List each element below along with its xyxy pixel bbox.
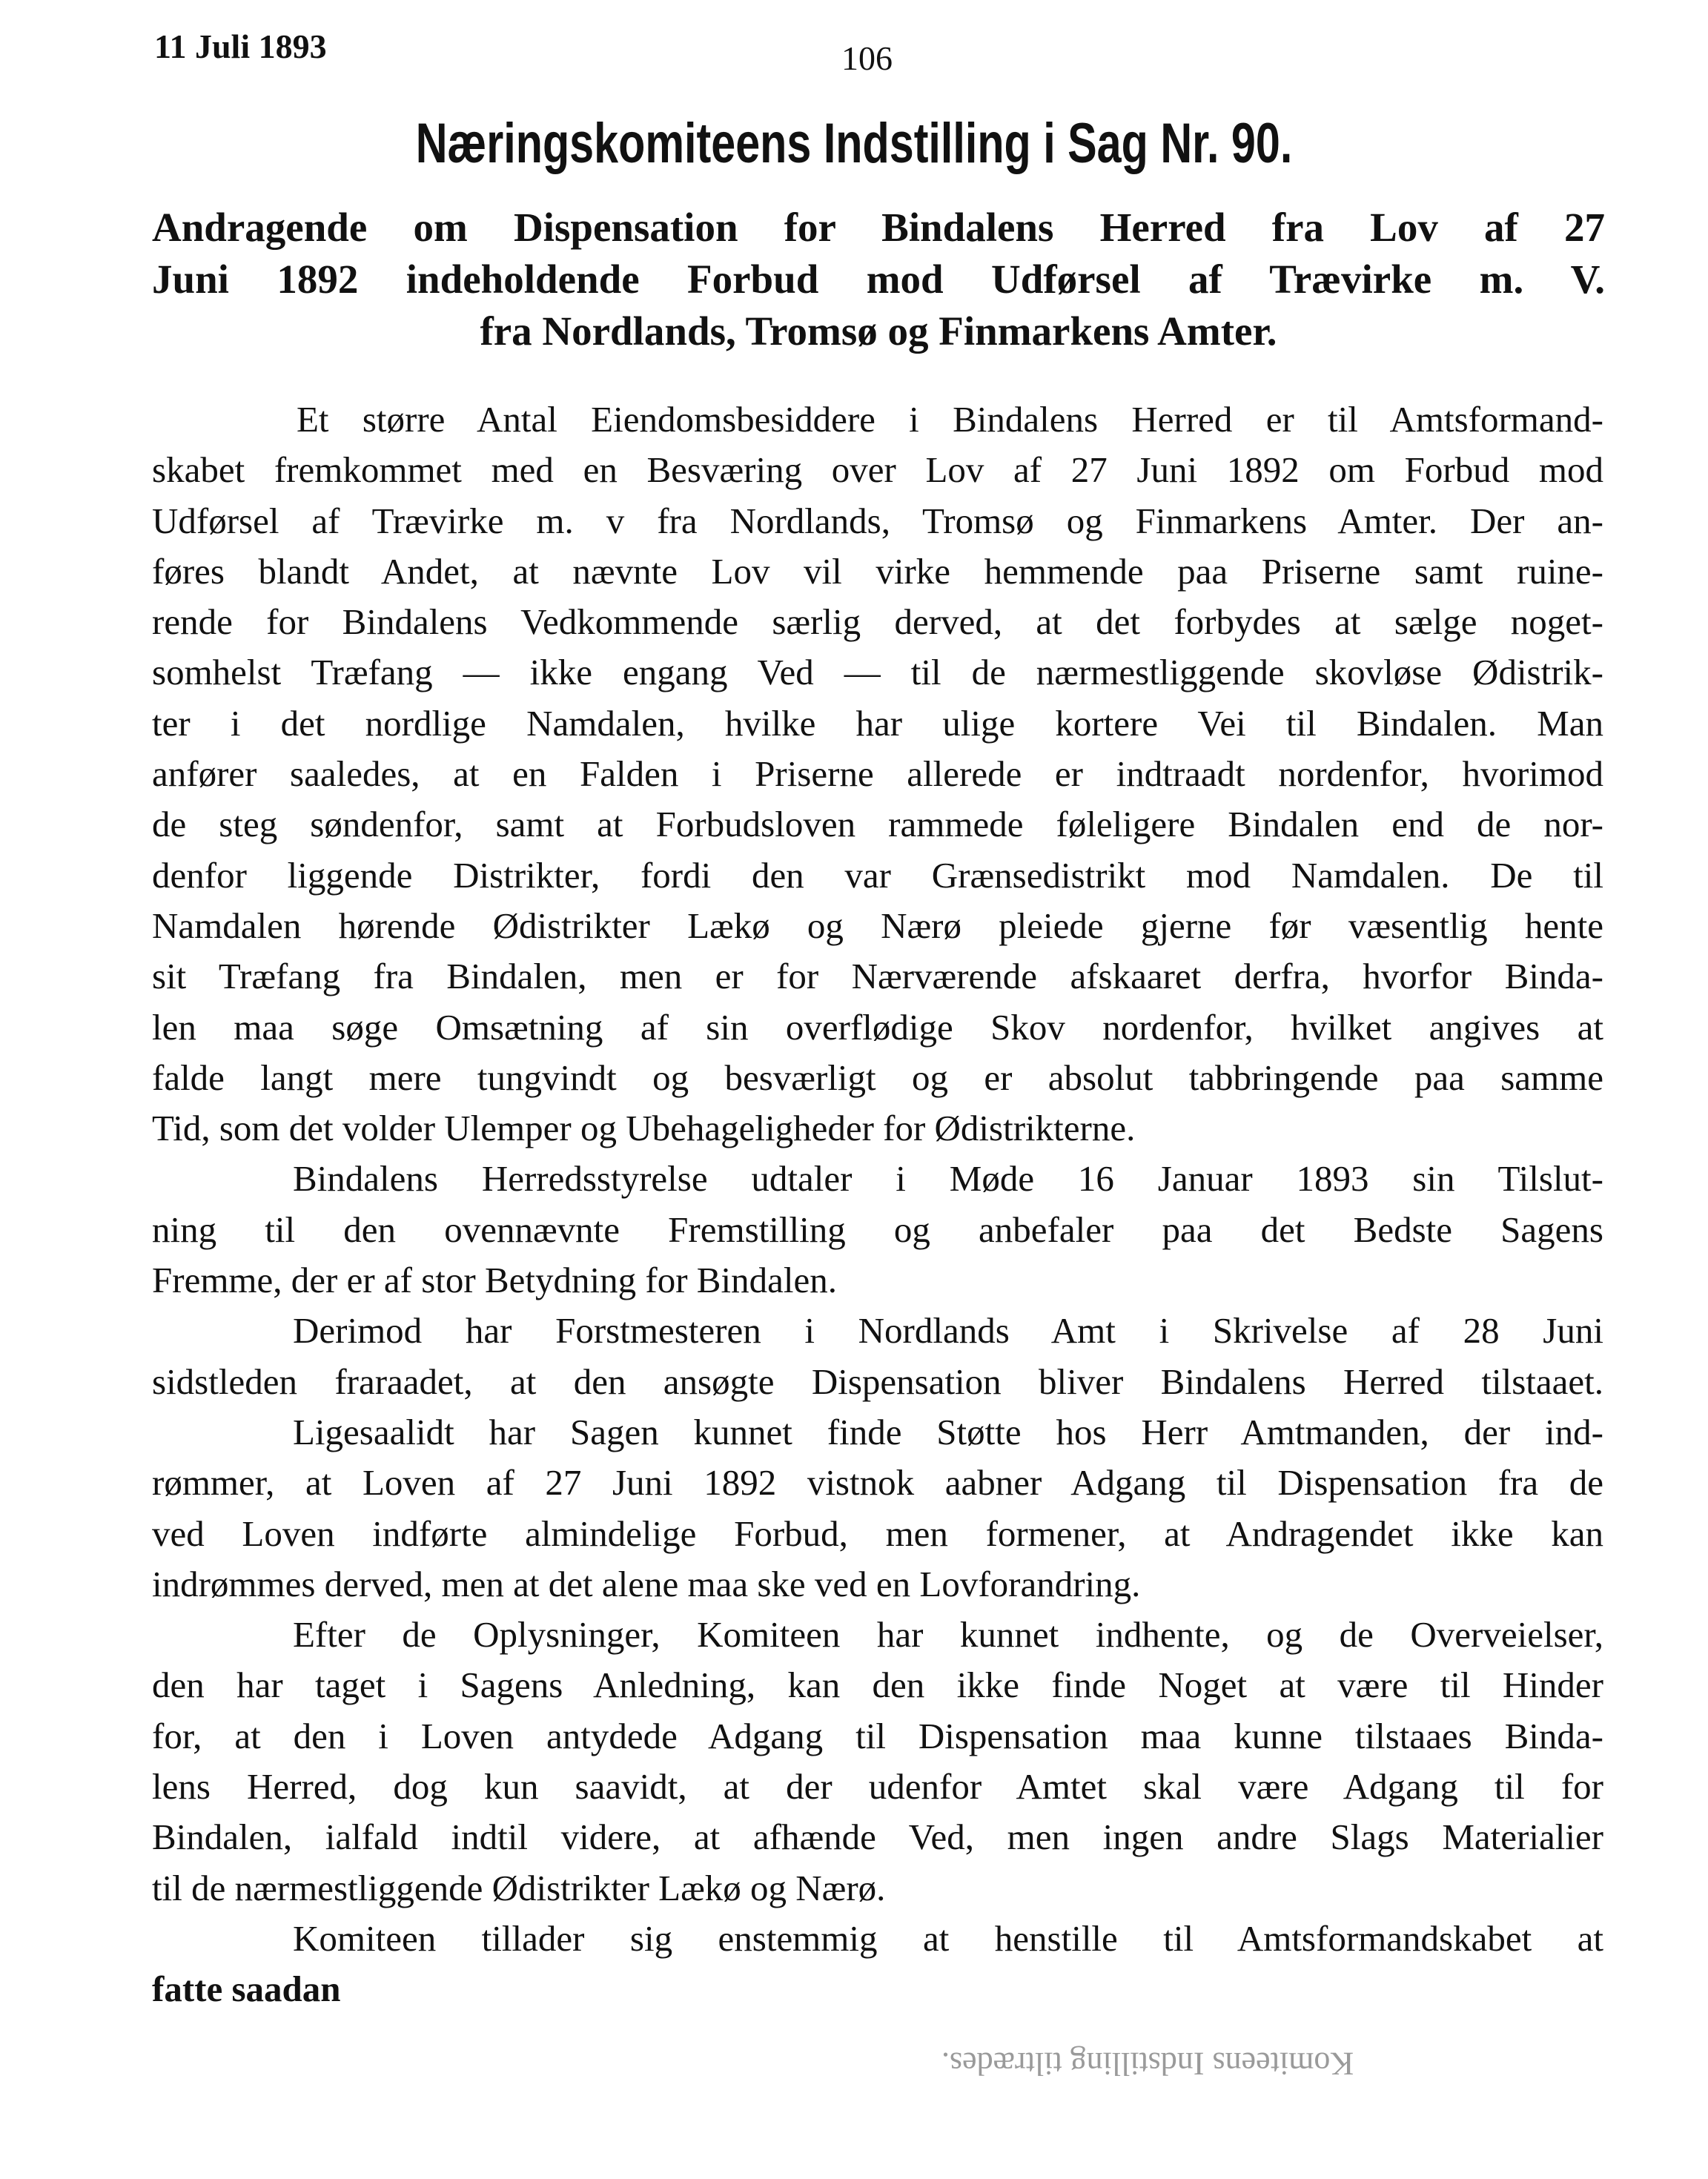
text-line: til de nærmestliggende Ødistrikter Lækø og Nærø. <box>152 1867 886 1908</box>
text-line: Udførsel af Trævirke m. v fra Nordlands, Tromsø og Finmarkens Amter. Der an- <box>152 500 1603 541</box>
text-line: sidstleden fraraadet, at den ansøgte Dispensation bliver Bindalens Herred tilstaaet. <box>152 1360 1603 1402</box>
text-line: fatte saadan <box>152 1968 341 2010</box>
text-line: Namdalen hørende Ødistrikter Lækø og Nærø pleiede gjerne før væsentlig hente <box>152 905 1603 946</box>
text-line: føres blandt Andet, at nævnte Lov vil virke hemmende paa Priserne samt ruine- <box>152 550 1603 592</box>
text-line: Et større Antal Eiendomsbesiddere i Bindalens Herred er til Amtsformand- <box>297 399 1603 440</box>
text-line: Komiteen tillader sig enstemmig at henstille til Amtsformandskabet at <box>293 1917 1603 1959</box>
text-line: denfor liggende Distrikter, fordi den var Grænsedistrikt mod Namdalen. De til <box>152 854 1603 896</box>
text-line: rende for Bindalens Vedkommende særlig derved, at det forbydes at sælge noget- <box>152 601 1603 643</box>
text-line: lens Herred, dog kun saavidt, at der udenfor Amtet skal være Adgang til for <box>152 1766 1603 1808</box>
text-line: den har taget i Sagens Anledning, kan den ikke finde Noget at være til Hinder <box>152 1664 1603 1706</box>
text-line: len maa søge Omsætning af sin overflødige Skov nordenfor, hvilket angives at <box>152 1006 1603 1048</box>
text-line: skabet fremkommet med en Besværing over Lov af 27 Juni 1892 om Forbud mod <box>152 449 1603 491</box>
text-line: Bindalens Herredsstyrelse udtaler i Møde 16 Januar 1893 sin Tilslut- <box>293 1158 1603 1200</box>
subtitle-line: Juni 1892 indeholdende Forbud mod Udførsel af Trævirke m. V. <box>152 257 1605 302</box>
text-line: Bindalen, ialfald indtil videre, at afhænde Ved, men ingen andre Slags Materialier <box>152 1816 1603 1858</box>
text-line: anfører saaledes, at en Falden i Priserne allerede er indtraadt nordenfor, hvorimod <box>152 753 1603 795</box>
text-line: for, at den i Loven antydede Adgang til Dispensation maa kunne tilstaaes Binda- <box>152 1715 1603 1756</box>
text-line: rømmer, at Loven af 27 Juni 1892 vistnok aabner Adgang til Dispensation fra de <box>152 1462 1603 1504</box>
text-line: sit Træfang fra Bindalen, men er for Nærværende afskaaret derfra, hvorfor Binda- <box>152 956 1603 997</box>
text-line: Fremme, der er af stor Betydning for Bindalen. <box>152 1260 837 1301</box>
text-line: falde langt mere tungvindt og besværligt og er absolut tabbringende paa samme <box>152 1057 1603 1098</box>
body-text <box>152 394 1603 2015</box>
text-line: Efter de Oplysninger, Komiteen har kunnet indhente, og de Overveielser, <box>293 1614 1603 1656</box>
text-line: ter i det nordlige Namdalen, hvilke har ulige kortere Vei til Bindalen. Man <box>152 702 1603 744</box>
page-number: 106 <box>841 39 893 77</box>
text-line: Tid, som det volder Ulemper og Ubehageligheder for Ødistrikterne. <box>152 1108 1136 1149</box>
document-title: Næringskomiteens Indstilling i Sag Nr. 90. <box>415 112 1293 175</box>
text-line: Derimod har Forstmesteren i Nordlands Amt i Skrivelse af 28 Juni <box>293 1310 1603 1352</box>
text-line: somhelst Træfang — ikke engang Ved — til de nærmestliggende skovløse Ødistrik- <box>152 652 1603 693</box>
text-line: indrømmes derved, men at det alene maa ske ved en Lovforandring. <box>152 1563 1141 1604</box>
text-line: Ligesaalidt har Sagen kunnet finde Støtte hos Herr Amtmanden, der ind- <box>293 1411 1603 1452</box>
bleed-through-text: Komiteens Indstilling tiltrædes. <box>941 2046 1354 2082</box>
subtitle-line: fra Nordlands, Tromsø og Finmarkens Amter. <box>480 308 1277 354</box>
text-line: ning til den ovennævnte Fremstilling og anbefaler paa det Bedste Sagens <box>152 1208 1603 1250</box>
date-header: 11 Juli 1893 <box>154 27 327 65</box>
text-line: de steg søndenfor, samt at Forbudsloven rammede føleligere Bindalen end de nor- <box>152 804 1603 845</box>
subtitle-line: Andragende om Dispensation for Bindalens Herred fra Lov af 27 <box>152 205 1605 250</box>
subtitle-block <box>152 202 1605 357</box>
text-line: ved Loven indførte almindelige Forbud, men formener, at Andragendet ikke kan <box>152 1512 1603 1554</box>
